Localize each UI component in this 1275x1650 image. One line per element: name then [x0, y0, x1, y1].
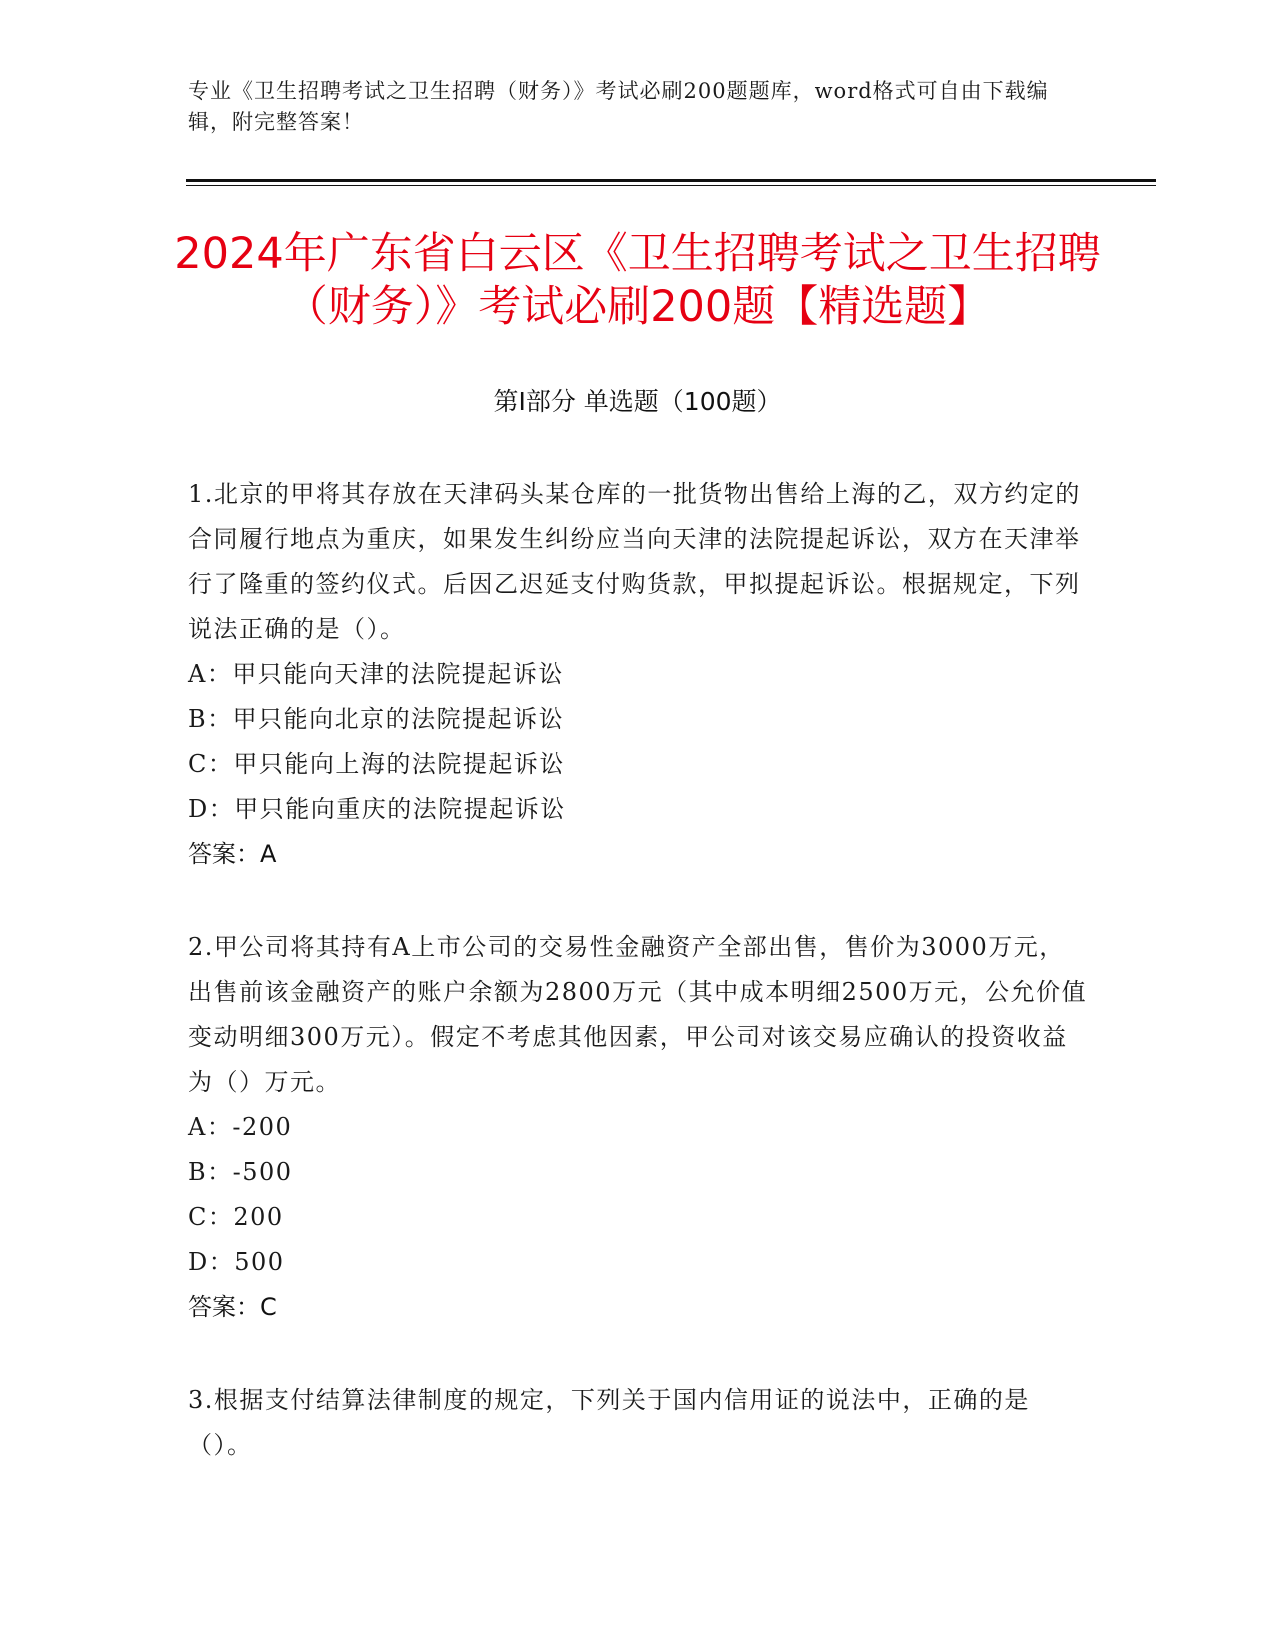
question-stem: 3.根据支付结算法律制度的规定，下列关于国内信用证的说法中，正确的是（）。	[188, 1386, 1030, 1459]
option-b: B：甲只能向北京的法院提起诉讼	[188, 705, 565, 733]
question-3	[188, 1378, 1088, 1468]
question-2	[188, 925, 1088, 1330]
option-d: D：500	[188, 1248, 285, 1276]
section-heading: 第I部分 单选题（100题）	[493, 387, 782, 416]
option-a: A：-200	[188, 1113, 293, 1141]
option-d: D：甲只能向重庆的法院提起诉讼	[188, 795, 566, 823]
header-note: 专业《卫生招聘考试之卫生招聘（财务）》考试必刷200题题库，word格式可自由下载编辑，附完整答案！	[188, 79, 1049, 134]
answer: 答案：C	[188, 1293, 277, 1321]
option-a: A：甲只能向天津的法院提起诉讼	[188, 660, 564, 688]
question-stem: 1.北京的甲将其存放在天津码头某仓库的一批货物出售给上海的乙，双方约定的合同履行地点为重庆，如果发生纠纷应当向天津的法院提起诉讼，双方在天津举行了隆重的签约仪式。后因乙迟延支付购货款，甲拟提起诉讼。根据规定，下列说法正确的是（）。	[188, 480, 1081, 643]
document-title: 2024年广东省白云区《卫生招聘考试之卫生招聘（财务）》考试必刷200题【精选题】	[174, 229, 1101, 332]
option-c: C：甲只能向上海的法院提起诉讼	[188, 750, 565, 778]
header-rule-thin	[186, 185, 1156, 186]
answer: 答案：A	[188, 840, 277, 868]
header-rule-thick	[186, 179, 1156, 182]
question-stem: 2.甲公司将其持有A上市公司的交易性金融资产全部出售，售价为3000万元，出售前该金融资产的账户余额为2800万元（其中成本明细2500万元，公允价值变动明细300万元）。假定不考虑其他因素，甲公司对该交易应确认的投资收益为（）万元。	[188, 933, 1088, 1096]
option-c: C：200	[188, 1203, 284, 1231]
question-1	[188, 472, 1088, 877]
option-b: B：-500	[188, 1158, 293, 1186]
